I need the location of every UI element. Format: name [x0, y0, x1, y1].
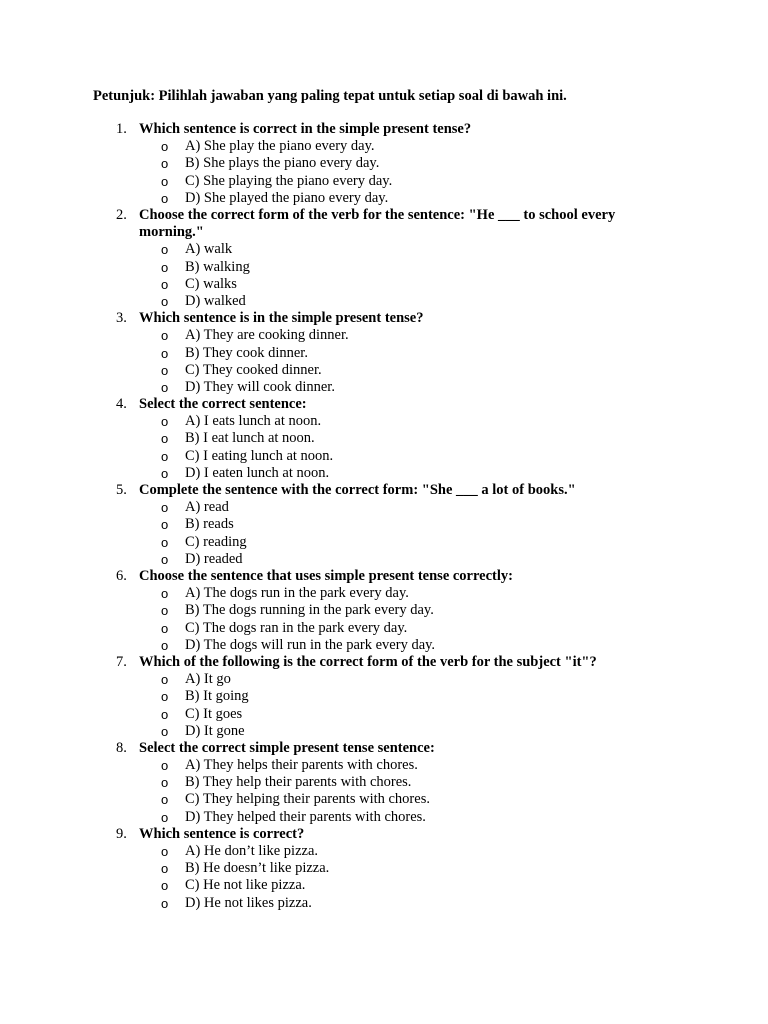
- bullet-icon: o: [161, 156, 169, 172]
- question-number: 8.: [116, 739, 127, 756]
- answer-option-text: D) walked: [185, 292, 246, 309]
- bullet-icon: o: [161, 328, 169, 344]
- question-number: 3.: [116, 310, 127, 327]
- bullet-icon: o: [161, 276, 169, 292]
- answer-option: [0, 585, 768, 602]
- answer-option: [0, 465, 768, 482]
- answer-option: [0, 448, 768, 465]
- answer-option-text: C) walks: [185, 275, 237, 292]
- bullet-icon: o: [161, 706, 169, 722]
- answer-option: [0, 774, 768, 791]
- answer-option: [0, 551, 768, 568]
- question-number: 1.: [116, 121, 127, 137]
- question-text: [0, 121, 659, 138]
- question-4: [0, 396, 768, 482]
- answer-option-text: A) She play the piano every day.: [185, 138, 375, 155]
- question-number: 9.: [116, 825, 127, 842]
- bullet-icon: o: [161, 190, 169, 206]
- bullet-icon: o: [161, 465, 169, 481]
- answer-option: [0, 602, 768, 619]
- answer-option-text: A) read: [185, 499, 229, 516]
- answer-option-text: D) They will cook dinner.: [185, 378, 335, 395]
- answer-option: [0, 430, 768, 447]
- answer-option: [0, 877, 768, 894]
- question-1: [0, 121, 768, 207]
- answer-option-text: A) They helps their parents with chores.: [185, 757, 418, 774]
- question-number: 6.: [116, 567, 127, 584]
- question-text: [0, 740, 659, 757]
- question-list: [0, 121, 768, 912]
- question-number: 4.: [116, 396, 127, 413]
- bullet-icon: o: [161, 586, 169, 602]
- answer-option-text: A) It go: [185, 671, 231, 688]
- question-9: [0, 826, 768, 912]
- answer-option: [0, 895, 768, 912]
- bullet-icon: o: [161, 362, 169, 378]
- bullet-icon: o: [161, 173, 169, 189]
- question-prompt: Which sentence is correct in the simple present tense?: [139, 121, 472, 137]
- answer-option: [0, 190, 768, 207]
- answer-option-text: B) They cook dinner.: [185, 344, 308, 361]
- bullet-icon: o: [161, 534, 169, 550]
- question-number: 2.: [116, 206, 127, 223]
- question-text: [0, 568, 659, 585]
- question-text: [0, 396, 659, 413]
- bullet-icon: o: [161, 758, 169, 774]
- answer-option-text: B) He doesn’t like pizza.: [185, 860, 330, 877]
- answer-option-text: C) They cooked dinner.: [185, 361, 322, 378]
- answer-option: [0, 688, 768, 705]
- answer-option: [0, 791, 768, 808]
- bullet-icon: o: [161, 861, 169, 877]
- answer-option: [0, 362, 768, 379]
- answer-option: [0, 173, 768, 190]
- answer-option-text: A) They are cooking dinner.: [185, 327, 349, 344]
- question-text: [0, 654, 659, 671]
- answer-option: [0, 809, 768, 826]
- answer-option-text: C) The dogs ran in the park every day.: [185, 619, 408, 636]
- answer-option: [0, 345, 768, 362]
- bullet-icon: o: [161, 603, 169, 619]
- question-prompt: Which sentence is correct?: [139, 825, 305, 842]
- bullet-icon: o: [161, 551, 169, 567]
- answer-option-text: D) He not likes pizza.: [185, 894, 312, 911]
- answer-option-text: D) The dogs will run in the park every day.: [185, 636, 436, 653]
- question-6: [0, 568, 768, 654]
- answer-option-text: B) She plays the piano every day.: [185, 155, 380, 172]
- bullet-icon: o: [161, 809, 169, 825]
- answer-option: [0, 379, 768, 396]
- answer-option-text: C) reading: [185, 533, 247, 550]
- question-8: [0, 740, 768, 826]
- answer-option-text: C) He not like pizza.: [185, 877, 306, 894]
- answer-option: [0, 499, 768, 516]
- answer-option-text: C) I eating lunch at noon.: [185, 447, 334, 464]
- answer-option-text: B) walking: [185, 258, 250, 275]
- answer-option-text: B) reads: [185, 516, 234, 533]
- answer-option: [0, 293, 768, 310]
- question-text: [0, 826, 659, 843]
- question-7: [0, 654, 768, 740]
- answer-option: [0, 259, 768, 276]
- answer-option-text: B) The dogs running in the park every day.: [185, 602, 434, 619]
- answer-option: [0, 843, 768, 860]
- answer-option-text: A) The dogs run in the park every day.: [185, 585, 409, 602]
- question-number: 7.: [116, 653, 127, 670]
- bullet-icon: o: [161, 672, 169, 688]
- answer-option: [0, 757, 768, 774]
- bullet-icon: o: [161, 637, 169, 653]
- bullet-icon: o: [161, 448, 169, 464]
- answer-option: [0, 413, 768, 430]
- question-2: [0, 207, 768, 310]
- bullet-icon: o: [161, 844, 169, 860]
- answer-option: [0, 138, 768, 155]
- answer-option-text: D) readed: [185, 550, 243, 567]
- answer-option-text: A) He don’t like pizza.: [185, 843, 319, 860]
- answer-option: [0, 860, 768, 877]
- bullet-icon: o: [161, 139, 169, 155]
- answer-option: [0, 327, 768, 344]
- answer-option-text: B) I eat lunch at noon.: [185, 430, 315, 447]
- bullet-icon: o: [161, 345, 169, 361]
- bullet-icon: o: [161, 259, 169, 275]
- bullet-icon: o: [161, 500, 169, 516]
- question-number: 5.: [116, 482, 127, 499]
- question-prompt: Select the correct sentence:: [139, 396, 307, 413]
- answer-option-text: C) She playing the piano every day.: [185, 172, 393, 189]
- answer-option: [0, 516, 768, 533]
- bullet-icon: o: [161, 895, 169, 911]
- bullet-icon: o: [161, 431, 169, 447]
- question-prompt: Choose the correct form of the verb for the sentence: "He ___ to school every morning.": [139, 206, 616, 241]
- bullet-icon: o: [161, 792, 169, 808]
- question-prompt: Select the correct simple present tense sentence:: [139, 739, 435, 756]
- bullet-icon: o: [161, 878, 169, 894]
- answer-option-text: B) It going: [185, 688, 249, 705]
- bullet-icon: o: [161, 689, 169, 705]
- answer-option-text: D) It gone: [185, 722, 245, 739]
- answer-option: [0, 620, 768, 637]
- answer-option-text: D) They helped their parents with chores.: [185, 808, 426, 825]
- bullet-icon: o: [161, 517, 169, 533]
- question-prompt: Which of the following is the correct form of the verb for the subject "it"?: [139, 653, 597, 670]
- answer-option-text: C) It goes: [185, 705, 243, 722]
- bullet-icon: o: [161, 723, 169, 739]
- answer-option-text: C) They helping their parents with chores.: [185, 791, 430, 808]
- answer-option-text: D) I eaten lunch at noon.: [185, 464, 330, 481]
- question-text: [0, 310, 659, 327]
- bullet-icon: o: [161, 620, 169, 636]
- answer-option-text: B) They help their parents with chores.: [185, 774, 412, 791]
- bullet-icon: o: [161, 293, 169, 309]
- answer-option: [0, 276, 768, 293]
- question-text: [0, 482, 659, 499]
- answer-option-text: A) I eats lunch at noon.: [185, 413, 322, 430]
- question-prompt: Complete the sentence with the correct form: "She ___ a lot of books.": [139, 482, 576, 499]
- answer-option: [0, 155, 768, 172]
- question-text: [0, 207, 659, 241]
- instruction-text: Petunjuk: Pilihlah jawaban yang paling tepat untuk setiap soal di bawah ini.: [93, 88, 567, 104]
- bullet-icon: o: [161, 775, 169, 791]
- bullet-icon: o: [161, 242, 169, 258]
- answer-option: [0, 706, 768, 723]
- answer-option-text: D) She played the piano every day.: [185, 189, 389, 206]
- answer-option-text: A) walk: [185, 241, 233, 258]
- question-prompt: Choose the sentence that uses simple present tense correctly:: [139, 567, 513, 584]
- question-3: [0, 310, 768, 396]
- answer-option: [0, 671, 768, 688]
- answer-option: [0, 241, 768, 258]
- question-prompt: Which sentence is in the simple present tense?: [139, 310, 424, 327]
- answer-option: [0, 534, 768, 551]
- question-5: [0, 482, 768, 568]
- bullet-icon: o: [161, 414, 169, 430]
- answer-option: [0, 637, 768, 654]
- answer-option: [0, 723, 768, 740]
- bullet-icon: o: [161, 379, 169, 395]
